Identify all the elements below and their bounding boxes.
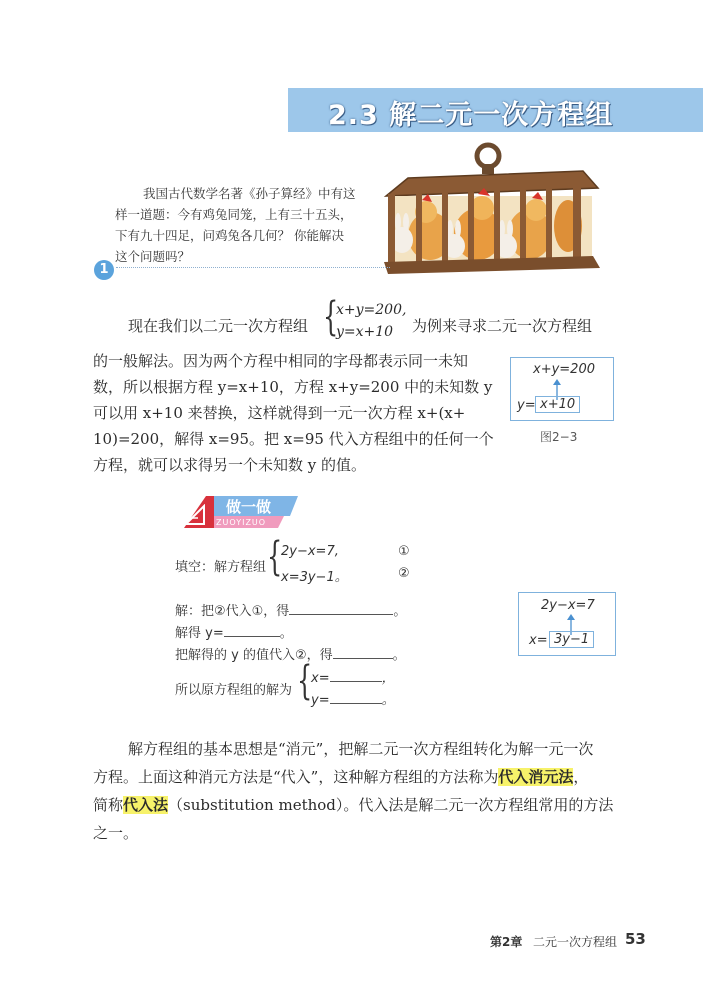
answer-label: 所以原方程组的解为 bbox=[175, 683, 293, 698]
intro-text bbox=[115, 183, 385, 267]
system-eq2: y=x+10 bbox=[336, 324, 394, 340]
answer-x-comma: ， bbox=[381, 671, 395, 686]
answer-brace: { bbox=[297, 658, 313, 704]
exercise-brace: { bbox=[267, 534, 283, 580]
step-3-period: 。 bbox=[392, 648, 406, 663]
body-line: 可以用 x+10 来替换，这样就得到一元一次方程 x+(x+ bbox=[93, 404, 466, 422]
intro-line: 我国古代数学名著《孙子算经》中有这 bbox=[143, 186, 356, 201]
summary-line-1: 解方程组的基本思想是“消元”，把解二元一次方程组转化为解一元一次 bbox=[128, 740, 594, 758]
question-number-badge: 1 bbox=[94, 260, 114, 280]
ruler-triangle-icon bbox=[184, 504, 206, 526]
term-substitution-method: 代入法 bbox=[123, 796, 169, 814]
figure-2-3 bbox=[510, 357, 614, 421]
summary-line-3-text: 简称 bbox=[93, 796, 124, 814]
footer-chapter-title: 二元一次方程组 bbox=[533, 935, 618, 949]
body-line: 10)=200，解得 x=95。把 x=95 代入方程组中的任何一个 bbox=[93, 430, 494, 448]
substitution-figure bbox=[518, 592, 616, 656]
summary-line-3 bbox=[93, 792, 613, 818]
summary-line-2-text: 方程。上面这种消元方法是“代入”，这种解方程组的方法称为 bbox=[93, 768, 499, 786]
body-line: 数，所以根据方程 y=x+10，方程 x+y=200 中的未知数 y bbox=[93, 378, 493, 396]
step-2-period: 。 bbox=[279, 626, 293, 641]
figure1-top-eq: x+y=200 bbox=[533, 362, 595, 377]
step-1-period: 。 bbox=[393, 604, 407, 619]
intro-line: 这个问题吗？ bbox=[115, 249, 191, 264]
body-line: 方程，就可以求得另一个未知数 y 的值。 bbox=[93, 456, 367, 474]
intro-line: 样一道题：今有鸡兔同笼，上有三十五头， bbox=[115, 207, 353, 222]
step-2-text: 解得 y= bbox=[175, 626, 224, 641]
body-line-1a: 现在我们以二元一次方程组 bbox=[128, 317, 309, 335]
section-title: 2.3 解二元一次方程组 bbox=[328, 100, 614, 131]
step-1-text: 解：把②代入①，得 bbox=[175, 604, 290, 619]
answer-x-row bbox=[311, 667, 395, 686]
step-3-blank[interactable] bbox=[333, 645, 393, 659]
summary-line-2 bbox=[93, 764, 588, 790]
eq-number-2: ② bbox=[398, 566, 410, 581]
system-brace: { bbox=[323, 294, 339, 340]
step-2-blank[interactable] bbox=[224, 623, 280, 637]
footer-chapter: 第2章 bbox=[490, 935, 523, 949]
activity-subtitle: ZUOYIZUO bbox=[216, 518, 267, 527]
exercise-eq2: x=3y−1。 bbox=[281, 570, 348, 585]
answer-y-period: 。 bbox=[381, 693, 395, 708]
eq-number-1: ① bbox=[398, 544, 410, 559]
intro-divider bbox=[116, 267, 390, 268]
step-3-row bbox=[175, 644, 406, 663]
answer-x-blank[interactable] bbox=[330, 668, 382, 682]
figure2-top-eq: 2y−x=7 bbox=[541, 598, 595, 613]
step-3-text: 把解得的 y 的值代入②，得 bbox=[175, 648, 333, 663]
step-1-blank[interactable] bbox=[289, 601, 393, 615]
page-number: 53 bbox=[625, 930, 646, 948]
step-1-row bbox=[175, 600, 406, 619]
body-line: 的一般解法。因为两个方程中相同的字母都表示同一未知 bbox=[93, 352, 469, 370]
system-eq1: x+y=200, bbox=[336, 302, 407, 318]
answer-y-blank[interactable] bbox=[330, 690, 382, 704]
figure2-left: x= bbox=[529, 633, 548, 648]
figure-caption: 图2−3 bbox=[540, 430, 578, 444]
answer-y-row bbox=[311, 689, 395, 708]
answer-y-label: y= bbox=[311, 693, 330, 708]
figure1-boxed: x+10 bbox=[535, 396, 580, 413]
step-2-row bbox=[175, 622, 293, 641]
summary-line-3-end: （substitution method）。代入法是解二元一次方程组常用的方法 bbox=[168, 796, 614, 814]
chicken-rabbit-cage-illustration bbox=[378, 136, 608, 276]
intro-line: 下有九十四足，问鸡兔各几何？ 你能解决 bbox=[115, 228, 344, 243]
fill-label: 填空：解方程组 bbox=[175, 560, 267, 575]
body-line-1b: 为例来寻求二元一次方程组 bbox=[412, 317, 593, 335]
answer-x-label: x= bbox=[311, 671, 330, 686]
exercise-eq1: 2y−x=7, bbox=[281, 544, 339, 559]
summary-line-4: 之一。 bbox=[93, 824, 139, 842]
figure1-left: y= bbox=[517, 398, 536, 413]
activity-title: 做一做 bbox=[226, 498, 272, 516]
summary-line-2-end: ， bbox=[573, 768, 589, 786]
term-substitution-elimination: 代入消元法 bbox=[498, 768, 574, 786]
figure2-boxed: 3y−1 bbox=[549, 631, 594, 648]
section-title-band bbox=[288, 88, 703, 132]
